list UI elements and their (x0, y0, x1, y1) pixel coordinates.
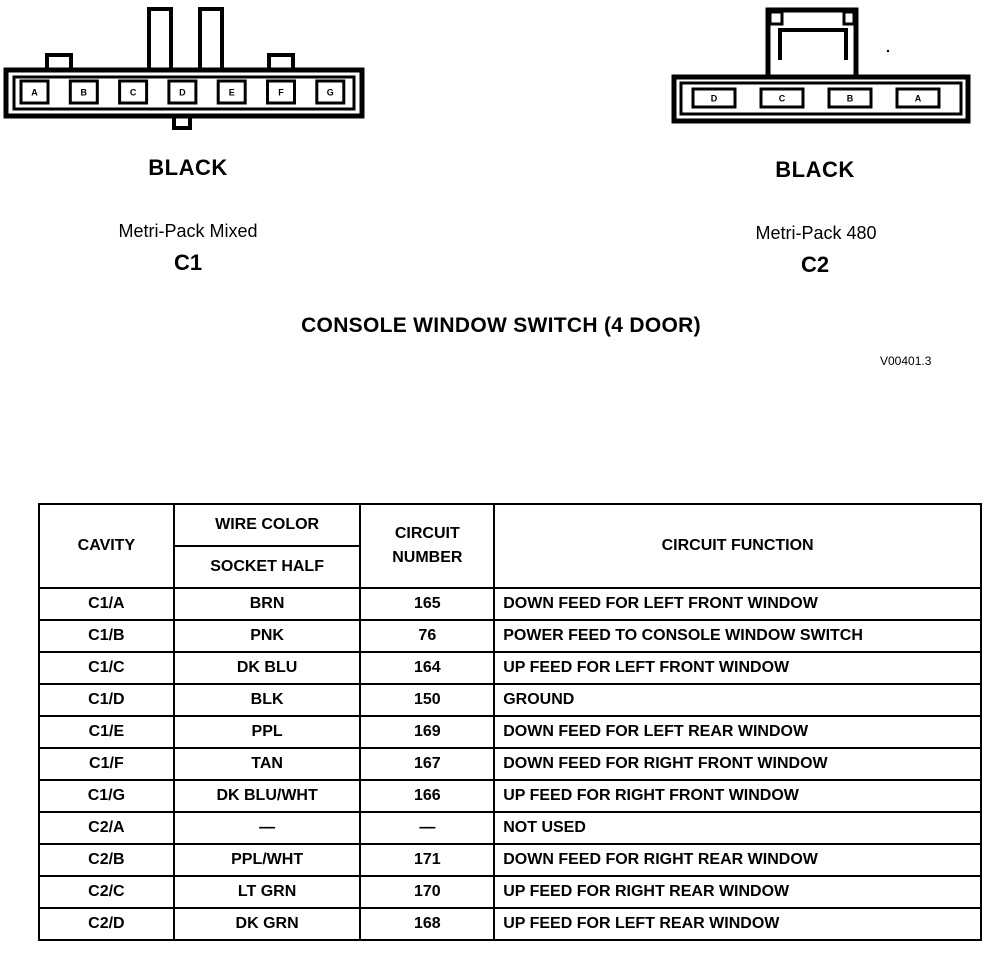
wire-color-cell: PPL/WHT (174, 844, 361, 876)
wire-color-cell: LT GRN (174, 876, 361, 908)
table-row (39, 588, 981, 620)
header-circuit-number-line2: NUMBER (392, 549, 463, 566)
connector-c2-drawing (666, 0, 976, 130)
wire-color-cell: BLK (174, 684, 361, 716)
circuit-number-cell: — (360, 812, 494, 844)
circuit-number-cell: 168 (360, 908, 494, 940)
cavity-cell: C2/A (39, 812, 174, 844)
table-row (39, 780, 981, 812)
connector-c1-id: C1 (173, 250, 203, 275)
cavity-cell: C1/B (39, 620, 174, 652)
page-title: CONSOLE WINDOW SWITCH (4 DOOR) (301, 314, 701, 337)
circuit-function-cell: DOWN FEED FOR RIGHT FRONT WINDOW (494, 748, 981, 780)
connector-c2-color: BLACK (775, 157, 855, 182)
cavity-cell: C1/A (39, 588, 174, 620)
circuit-function-cell: GROUND (494, 684, 981, 716)
table-row (39, 876, 981, 908)
table-row (39, 684, 981, 716)
cavity-cell: C1/F (39, 748, 174, 780)
header-wire-color: WIRE COLOR (174, 504, 361, 546)
circuit-number-cell: 170 (360, 876, 494, 908)
header-circuit-number (360, 504, 494, 588)
connector-c2-type: Metri-Pack 480 (755, 223, 877, 243)
wire-color-cell: BRN (174, 588, 361, 620)
wire-color-cell: DK BLU (174, 652, 361, 684)
pin-label: D (710, 93, 718, 104)
circuit-number-cell: 167 (360, 748, 494, 780)
cavity-cell: C2/D (39, 908, 174, 940)
cavity-cell: C1/G (39, 780, 174, 812)
connector-c1-drawing (0, 0, 380, 135)
circuit-function-cell: DOWN FEED FOR LEFT FRONT WINDOW (494, 588, 981, 620)
pin-label: F (278, 87, 284, 98)
circuit-function-cell: NOT USED (494, 812, 981, 844)
circuit-number-cell: 164 (360, 652, 494, 684)
cavity-cell: C1/E (39, 716, 174, 748)
header-circuit-function: CIRCUIT FUNCTION (494, 504, 981, 588)
circuit-function-cell: UP FEED FOR LEFT REAR WINDOW (494, 908, 981, 940)
wire-color-cell: TAN (174, 748, 361, 780)
circuit-function-cell: UP FEED FOR LEFT FRONT WINDOW (494, 652, 981, 684)
circuit-number-cell: 169 (360, 716, 494, 748)
table-row (39, 908, 981, 940)
pin-label: C (778, 93, 786, 104)
table-row (39, 620, 981, 652)
pin-label: E (228, 87, 235, 98)
circuit-function-cell: DOWN FEED FOR RIGHT REAR WINDOW (494, 844, 981, 876)
connector-c2-id: C2 (800, 252, 830, 277)
pin-label: D (179, 87, 186, 98)
wire-color-cell: PPL (174, 716, 361, 748)
wire-color-cell: PNK (174, 620, 361, 652)
circuit-number-cell: 165 (360, 588, 494, 620)
cavity-cell: C1/C (39, 652, 174, 684)
table-row (39, 652, 981, 684)
circuit-number-cell: 150 (360, 684, 494, 716)
pin-label: B (846, 93, 854, 104)
wire-color-cell: DK GRN (174, 908, 361, 940)
pin-label: G (326, 87, 334, 98)
circuit-function-cell: UP FEED FOR RIGHT REAR WINDOW (494, 876, 981, 908)
pin-label: C (129, 87, 137, 98)
header-circuit-number-line1: CIRCUIT (394, 525, 460, 542)
cavity-cell: C2/B (39, 844, 174, 876)
circuit-number-cell: 171 (360, 844, 494, 876)
cavity-cell: C1/D (39, 684, 174, 716)
circuit-number-cell: 166 (360, 780, 494, 812)
circuit-function-cell: DOWN FEED FOR LEFT REAR WINDOW (494, 716, 981, 748)
wire-color-cell: — (174, 812, 361, 844)
connector-c1-color: BLACK (148, 155, 228, 180)
cavity-cell: C2/C (39, 876, 174, 908)
figure-code: V00401.3 (880, 354, 932, 368)
wire-color-cell: DK BLU/WHT (174, 780, 361, 812)
pin-label: A (31, 87, 38, 98)
circuit-number-cell: 76 (360, 620, 494, 652)
pinout-table (38, 503, 982, 941)
table-row (39, 844, 981, 876)
pin-label: B (80, 87, 88, 98)
circuit-function-cell: UP FEED FOR RIGHT FRONT WINDOW (494, 780, 981, 812)
table-row (39, 716, 981, 748)
pin-label: A (914, 93, 922, 104)
header-cavity: CAVITY (39, 504, 174, 588)
table-row (39, 748, 981, 780)
header-socket-half: SOCKET HALF (174, 546, 361, 588)
connector-c1-type: Metri-Pack Mixed (118, 221, 258, 241)
table-row (39, 812, 981, 844)
circuit-function-cell: POWER FEED TO CONSOLE WINDOW SWITCH (494, 620, 981, 652)
